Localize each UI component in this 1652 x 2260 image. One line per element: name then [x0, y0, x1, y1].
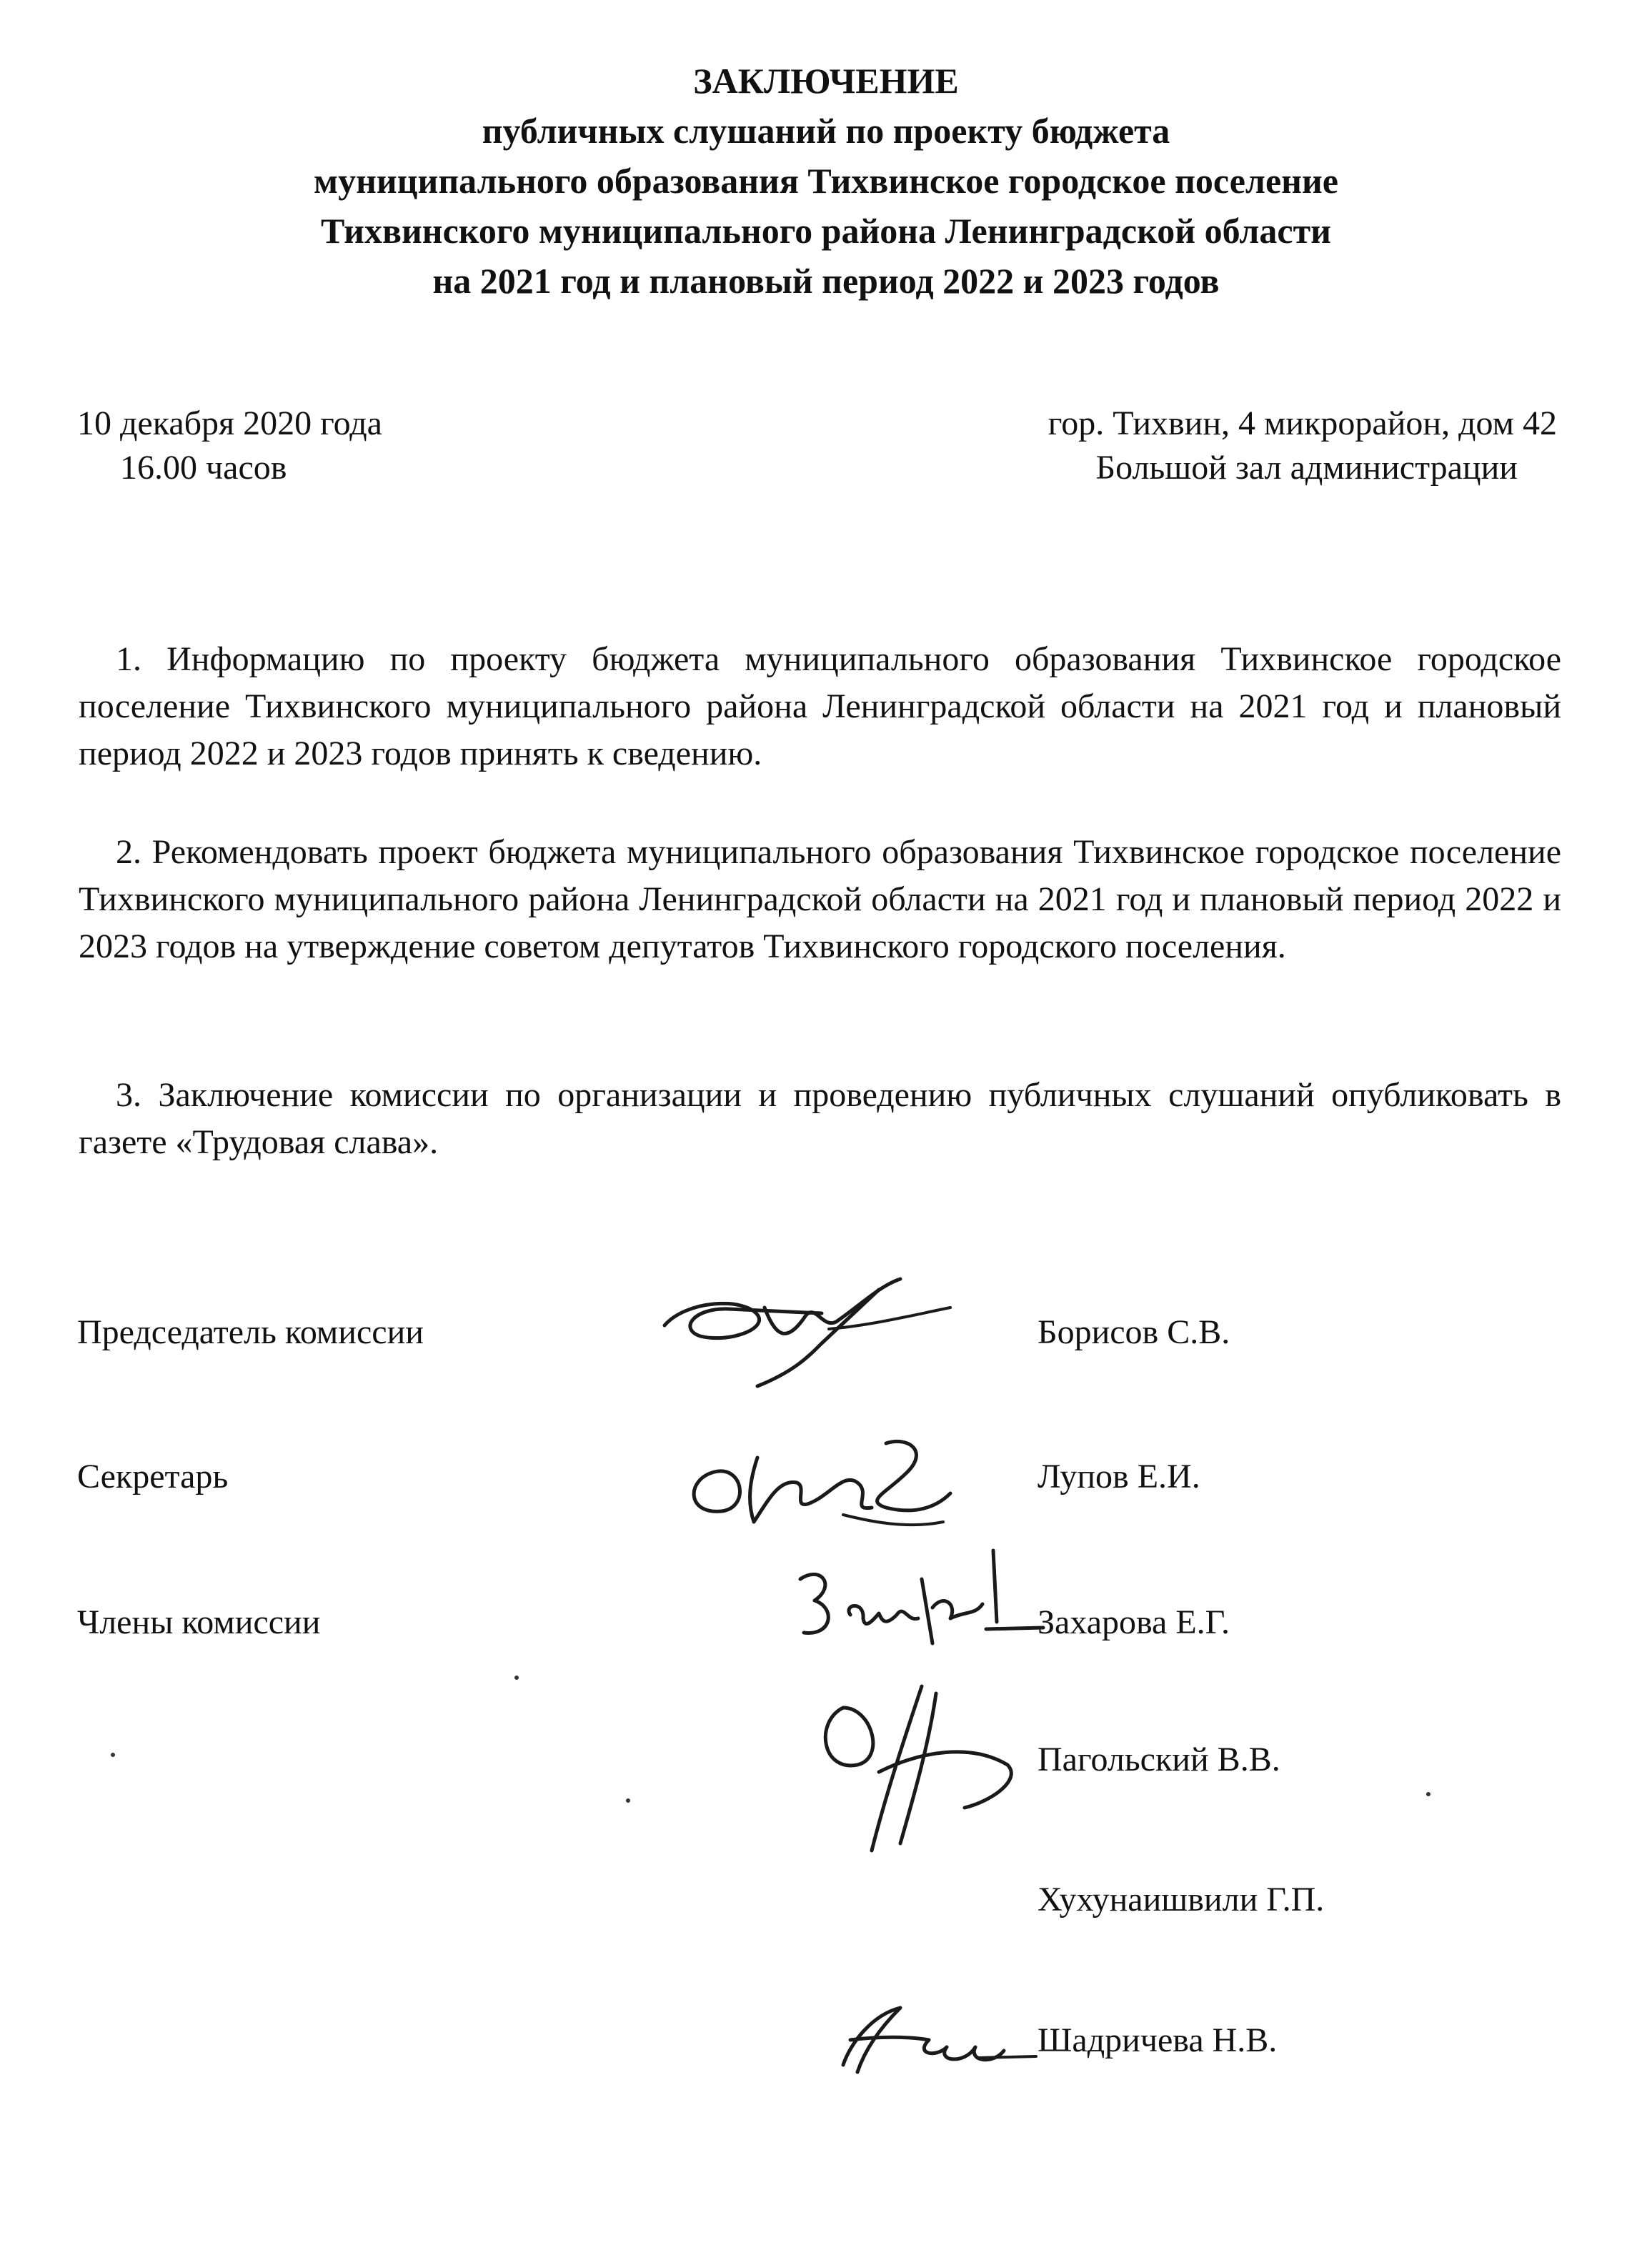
hearing-date: 10 декабря 2020 года	[77, 404, 382, 442]
title-line-2: муниципального образования Тихвинское городское поселение	[314, 161, 1338, 201]
paragraph-1: 1. Информацию по проекту бюджета муниципального образования Тихвинское городское поселение Тихвинского муниципального района Ленинградской области на 2021 год и плановый период 2022 и 2023 годов принять к сведению.	[79, 640, 1561, 772]
secretary-label: Секретарь	[77, 1458, 229, 1495]
secretary-name: Лупов Е.И.	[1038, 1458, 1200, 1495]
member-name-4: Шадричева Н.В.	[1038, 2021, 1278, 2059]
chair-name: Борисов С.В.	[1038, 1313, 1230, 1351]
scan-speck	[1426, 1792, 1430, 1796]
hearing-address: гор. Тихвин, 4 микрорайон, дом 42	[1048, 404, 1557, 442]
document-title-block	[0, 56, 1652, 306]
chair-label: Председатель комиссии	[77, 1313, 424, 1351]
hearing-hall: Большой зал администрации	[1095, 449, 1518, 487]
paragraph-3: 3. Заключение комиссии по организации и проведению публичных слушаний опубликовать в газете «Трудовая слава».	[79, 1076, 1561, 1161]
member-signature-1	[779, 1536, 1050, 1679]
member-name-1: Захарова Е.Г.	[1038, 1603, 1230, 1641]
title-line-1: публичных слушаний по проекту бюджета	[482, 111, 1170, 151]
date-time-block	[77, 402, 382, 490]
title-line-4: на 2021 год и плановый период 2022 и 2023 годов	[432, 261, 1220, 301]
paragraph-2: 2. Рекомендовать проект бюджета муниципального образования Тихвинское городское поселение Тихвинского муниципального района Ленинградской области на 2021 год и плановый период 2022 и 2023 годов на утверждение советом депутатов Тихвинского городского поселения.	[79, 833, 1561, 965]
scan-speck	[514, 1676, 519, 1680]
chair-signature	[643, 1258, 986, 1400]
members-label: Члены комиссии	[77, 1603, 321, 1641]
document-heading: ЗАКЛЮЧЕНИЕ	[693, 61, 959, 101]
member-signature-4	[822, 1986, 1050, 2086]
hearing-time: 16.00 часов	[120, 449, 287, 487]
location-block	[1048, 402, 1557, 490]
scan-speck	[626, 1798, 630, 1803]
member-signature-2	[793, 1665, 1036, 1879]
member-name-3: Хухунаишвили Г.П.	[1038, 1881, 1325, 1918]
member-name-2: Пагольский В.В.	[1038, 1741, 1280, 1778]
scan-speck	[111, 1753, 115, 1757]
title-line-3: Тихвинского муниципального района Ленинградской области	[321, 211, 1331, 251]
